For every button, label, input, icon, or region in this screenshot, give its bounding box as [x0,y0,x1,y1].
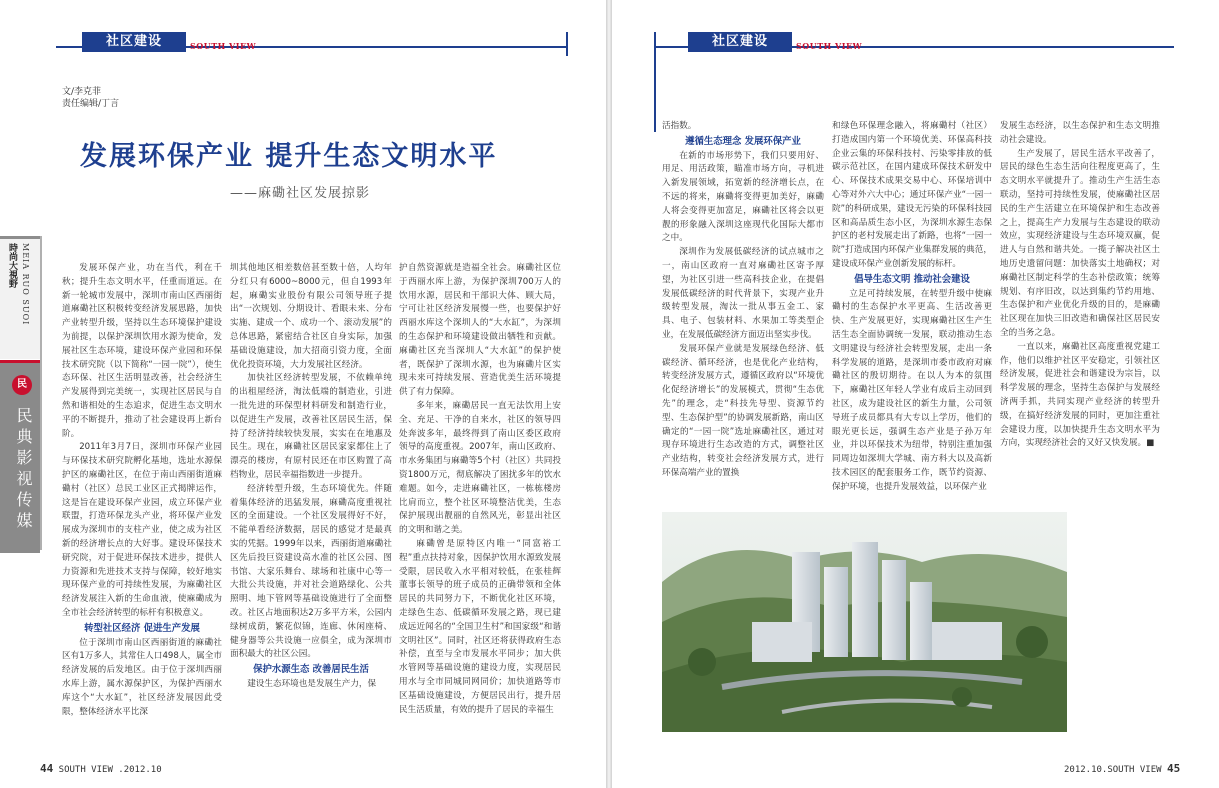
paragraph: 建设生态环境也是发展生产力，保 [247,678,377,689]
paragraph: 在新的市场形势下，我们只要用好、用足、用活政策，瞄准市场方向，寻机进入新发展领域，拓宽新的经济增长点，在不远的将来，麻磡将变得更加美好，麻磡人将会变得更加富足，麻磡社区将会以更靓的形象融入深圳这座现代化国际大都市之中。 [662,150,824,244]
sidebar-en: MEIA RUO SUOI [21,243,30,326]
paragraph: 发展环保产业就是发展绿色经济、低碳经济、循环经济，也是优化产业结构，转变经济发展方式，遵循区政府以“环境优化促经济增长”的发展模式，贯彻“生态优先”的理念，走“科技先导型、资源节约型、生态保护型”的协调发展新路，南山区确定的“一园一院”选址麻磡社区，通过对现存环境进行生态改造的方式，调整社区产业结构，转变社会经济发展方式，进行环保高端产业的置换 [662,343,824,478]
sidebar-title: 時尚大視野 [7,243,17,288]
issue-label: SOUTH VIEW .2012.10 [58,765,162,775]
page-number: 45 [1166,762,1181,775]
paragraph: 生产发展了，居民生活水平改善了，居民的绿色生态生活向往程度更高了，生态文明水平就提升了。推动生产生活生态联动，坚持可持续性发展，使麻磡社区居民的生产生活建立在环境保护和生态改善之上，提高生产力发展与生态建设的联动效应，实现经济建设与生态环境双赢，促进人与自然和谐共处。一揽子解决社区土地历史遗留问题：加快落实土地确权；对麻磡社区制定科学的生态补偿政策；统筹规划、有序旧改，以达到集约节约用地、生态保护和产业优化升级的目的，是麻磡社区现在加快三旧改造和确保社区居民安全的当务之急。 [1000,148,1160,338]
paragraph: 一直以来，麻磡社区高度重视党建工作，他们以维护社区平安稳定，引领社区经济发展，促进社会和谐建设为宗旨，以科学发展的理念，坚持生态保护与发展经济两手抓，共同实现产业经济的转型升级，在搞好经济发展的同时，更加注重社会建设力度，以加快提升生态文明水平为方向，实现经济社会的又好又快发展。■ [1000,341,1160,449]
article-subtitle: ——麻磡社区发展掠影 [230,186,371,201]
paragraph: 经济转型升级，生态环境优先。伴随着集体经济的迅猛发展，麻磡高度重视社区的全面建设。一个社区发展得好不好，不能单看经济数据，居民的感觉才是最真实的凭据。1999年以来，西丽街道麻磡社区先后投巨资建设高水准的社区公园、图书馆、大家乐舞台、球场和社康中心等一大批公共设施，并对社会道路绿化、公共照明、地下管网等基础设施进行了全面整改。社区占地面积达2万多平方米，公园内绿树成荫，繁花似锦，连廊、休闲座椅、健身器等公共设施一应俱全，成为深圳市面积最大的社区公园。 [230,483,392,660]
section-tag-en: SOUTH VIEW [796,41,863,51]
paragraph: 麻磡曾是原特区内唯一“同富裕工程”重点扶持对象，因保护饮用水源致发展受限，居民收入水平相对较低，在张桂辉董事长领导的班子成员的正确带领和全体居民的共同努力下，不断优化社区环境，走绿色生态、低碳循环发展之路，现已建成远近闻名的“全国卫生村”和国家级“和谐文明社区”。同时，社区还将获得政府生态补偿，直至与全市发展水平同步；加大供水管网等基础设施的建设力度，实现居民用水与全市同城同网同价；加快道路等市区基础设施建设，方便居民出行，提升居民生活质量，有效的提升了居民的幸福生 [399,538,561,715]
section-tag: 社区建设 [82,32,186,52]
section-heading: 保护水源生态 改善居民生活 [253,664,369,676]
paragraph: 圳其他地区相差数倍甚至数十倍，人均年分红只有6000~8000元，但自1993年起，麻磡实业股份有限公司领导班子提出“一次规划、分期设计、看眼未来、分布实施、建成一个、成功一个、滚动发展”的总体思路，紧密结合社区自身实际，加强基础设施建设，加大招商引资力度，全面优化投资环境，大力发展社区经济。 [230,263,392,370]
paragraph: 多年来，麻磡居民一直无法饮用上安全、充足、干净的自来水，社区的领导四处奔波多年，最终得到了南山区委区政府领导的高度重视。2007年，南山区政府、市水务集团与麻磡等5个村（社区）共同投资1800万元，彻底解决了困扰多年的饮水难题。如今，走进麻磡社区，一栋栋楼房比肩而立，整个社区环境整洁优美，生态保护展现出靓丽的自然风光，彰显出社区的文明和谐之美。 [399,400,561,536]
sidebar-divider [40,236,42,550]
column-5 [832,120,992,506]
section-heading: 遵循生态理念 发展环保产业 [685,135,801,147]
section-tag: 社区建设 [688,32,792,52]
page-number: 44 [40,762,54,775]
article-title: 发展环保产业 提升生态文明水平 [80,141,498,172]
column-6 [1000,120,1160,506]
column-1 [62,262,222,754]
section-tag-en: SOUTH VIEW [190,41,257,51]
sidebar-media-tag [0,360,40,553]
section-heading: 倡导生态文明 推动社会建设 [854,273,970,285]
paragraph: 发展生态经济，以生态保护和生态文明推动社会建设。 [1000,121,1160,145]
column-3 [399,262,561,754]
author-name: 文/李克菲 [62,87,102,97]
byline [62,86,119,110]
paragraph: 发展环保产业，功在当代，利在千秋；提升生态文明水平，任重而道远。在新一轮城市发展中，深圳市南山区西丽街道麻磡社区积极转变经济发展思路，加快产业转型升级，坚持以生态环境保护建设为前提，以保护深圳饮用水源为使命，发展社区生态环境，建设环保产业园和环保技术研究院（以下简称“一园一院”），使生态环保、社区生活明显改善，社会经济生产发展得到完美统一，实现社区居民与自然和谐相处的生态追求，促进生态文明水平的不断提升，推动了社会建设再上新台阶。 [62,263,222,439]
column-2 [230,262,392,754]
editor-name: 责任编辑/丁言 [62,99,120,109]
left-page [0,0,606,788]
paragraph: 和绿色环保理念融入，将麻磡村（社区）打造成国内第一个环境优美、环保高科技企业云集的环保科技村、污染零排放的低碳示范社区，在国内建成环保技术研发中心、环保技术成果交易中心、环保培训中心等对外六大中心；通过环保产业“一园一院”的科研成果，建设无污染的环保科技园区和高品质生态小区，为深圳水源生态保护区的老村发展走出了新路，也将“一园一院”打造成国内环保产业集群发展的典范，建设成环保产业创新发展的标杆。 [832,121,992,269]
community-rendering-image [662,512,1067,732]
header-tick [566,32,568,56]
paragraph: 2011年3月7日，深圳市环保产业园与环保技术研究院孵化基地，选址水源保护区的麻磡社区，在位于南山西丽街道麻磡村（社区）总民工业区正式揭牌运作，这是旨在建设环保产业园，成立环保产业联盟，打造环保龙头产业，将环保产业发展成为深圳市的支柱产业，使之成为社区新的经济增长点的大好事。建设环保技术研究院，对于促进环保技术进步，提供人力资源和先进技术支持与保障，较好地实现环保产业的可持续性发展，为麻磡社区经济发展注入新的生命血液，使麻磡成为全市社会经济转型的标杆有积极意义。 [62,442,222,618]
paragraph: 加快社区经济转型发展，不依赖单纯的出租屋经济，淘汰低端的制造业，引进一批先进的环保型材料研发和制造行业，以促进生产发展，改善社区居民生活，保持了经济持续较快发展，实实在在地惠及民生。现在，麻磡社区居民家家都住上了漂亮的楼房，有原村民还在市区购置了高档物业，居民幸福指数进一步提升。 [230,373,392,480]
sidebar-media-text: 民典影视传媒 [14,407,33,533]
paragraph: 位于深圳市南山区西丽街道的麻磡社区有1万多人，其常住人口498人，属全市经济发展的后发地区。由于位于深圳西丽水库上游，属水源保护区，为保护西丽水库这个“大水缸”，社区经济发展因此受限，整体经济水平比深 [62,637,222,717]
footer-right [1064,762,1180,775]
section-heading: 转型社区经济 促进生产发展 [84,622,200,634]
paragraph: 深圳作为发展低碳经济的试点城市之一，南山区政府一直对麻磡社区寄予厚望，为社区引进一些高科技企业，在提倡发展低碳经济的时代背景下，实现产业升级转型发展，淘汰一批从事五金工、家具、电子、包装材料、水果加工等类型企业，在发展低碳经济方面迈出坚实步伐。 [662,247,824,340]
paragraph: 活指数。 [662,121,697,131]
seal-icon: 民 [12,375,32,395]
column-4 [662,120,824,506]
footer-left [40,762,162,775]
paragraph: 立足可持续发展，在转型升级中使麻磡村的生态保护水平更高、生活改善更快、生产发展更好，实现麻磡社区生产生活生态全面协调统一发展，联动推动生态文明建设与经济社会转型发展，走出一条科学发展的道路，是深圳市委市政府对麻磡社区的殷切期待。在以人为本的氛围下，麻磡社区年轻人学业有成后主动回到社区，成为建设社区的新生力量，公司领导班子成员都具有大专以上学历，他们的眼光更长远，强调生态产业是子孙万年业，并以环保技术为纽带，特别注重加强同周边如深圳大学城、南方科大以及高新技术园区的配套服务工作，既节约资源、保护环境，也提升发展效益，以环保产业 [832,288,992,492]
paragraph: 护自然资源就是造福全社会。麻磡社区位于西丽水库上游，为保护深圳700万人的饮用水源，居民和干部识大体、顾大局，宁可让社区经济发展慢一些，也要保护好西丽水库这个深圳人的“大水缸”，为深圳的生态保护和环境建设做出牺牲和贡献。麻磡社区充当深圳人“大水缸”的保护使者，既保护了深圳水源，也为麻磡片区实现未来可持续发展、营造优美生活环境提供了有力保障。 [399,263,561,398]
issue-label: 2012.10.SOUTH VIEW [1064,765,1162,775]
sidebar-magazine-tag [0,236,40,359]
